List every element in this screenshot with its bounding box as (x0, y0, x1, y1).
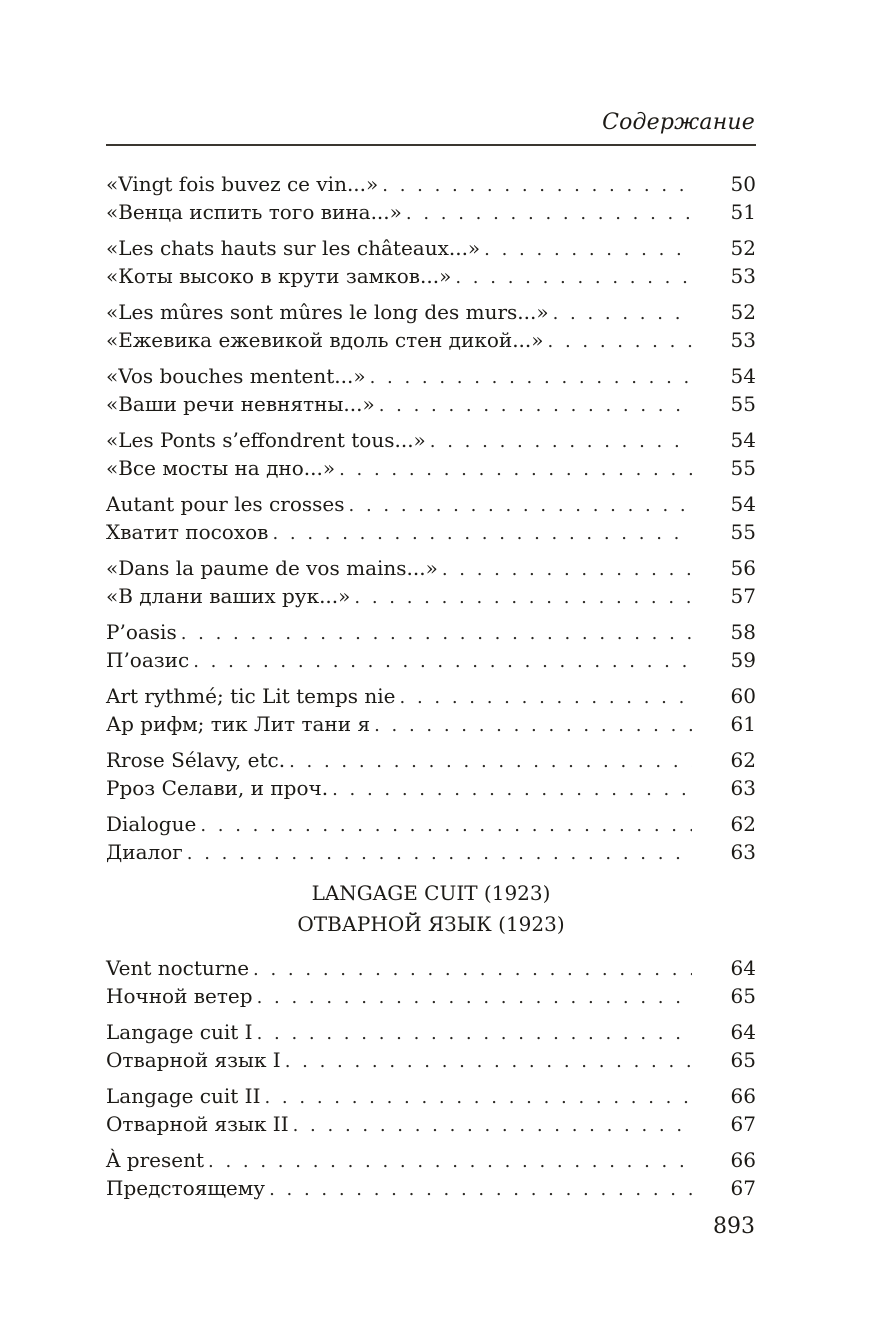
dot-leader (257, 984, 692, 1012)
toc-entry (106, 454, 756, 482)
toc-entry-pair (106, 954, 756, 1010)
toc-entry (106, 710, 756, 738)
toc-entry (106, 326, 756, 354)
toc-entry-page: 54 (730, 364, 756, 388)
dot-leader (354, 584, 692, 612)
toc-entry (106, 490, 756, 518)
toc-entry-title: Art rythmé; tic Lit temps nie (106, 684, 396, 708)
toc-entry (106, 362, 756, 390)
toc-entry-title: Отварной язык II (106, 1112, 289, 1136)
dot-leader (442, 556, 692, 584)
toc-entry-pair (106, 298, 756, 354)
toc-entry-page: 67 (730, 1176, 756, 1200)
dot-leader (332, 776, 692, 804)
toc-entry-title: Рроз Селави, и проч. (106, 776, 329, 800)
toc-entry-page: 51 (730, 200, 756, 224)
toc-entry-title: À present (106, 1148, 205, 1172)
toc-entry-page: 50 (730, 172, 756, 196)
page-number: 893 (713, 1214, 755, 1239)
dot-leader (181, 620, 692, 648)
toc-entry-title: Langage cuit II (106, 1084, 261, 1108)
toc-entry (106, 810, 756, 838)
dot-leader (285, 1048, 692, 1076)
toc-entry (106, 1046, 756, 1074)
toc-entry-pair (106, 618, 756, 674)
header-rule (106, 144, 756, 146)
section-title-ru: ОТВАРНОЙ ЯЗЫК (1923) (297, 912, 565, 936)
toc-entry-page: 53 (730, 328, 756, 352)
toc-entry-pair (106, 490, 756, 546)
dot-leader (269, 1176, 692, 1204)
toc-entry-title: Rrose Sélavy, etc. (106, 748, 286, 772)
toc-entry-pair (106, 362, 756, 418)
toc-entry-pair (106, 1082, 756, 1138)
toc-entry-pair (106, 1146, 756, 1202)
toc-entry (106, 682, 756, 710)
toc-entry-title: Vent nocturne (106, 956, 250, 980)
toc-entry (106, 198, 756, 226)
toc-entry-pair (106, 554, 756, 610)
toc-entry (106, 618, 756, 646)
toc-entry (106, 1174, 756, 1202)
dot-leader (400, 684, 692, 712)
toc-entry-title: Отварной язык I (106, 1048, 281, 1072)
dot-leader (264, 1084, 692, 1112)
toc-entry-title: «Les mûres sont mûres le long des murs...» (106, 300, 549, 324)
toc-entry-title: Хватит посохов (106, 520, 269, 544)
toc-entry-page: 52 (730, 236, 756, 260)
toc-entry-page: 55 (730, 456, 756, 480)
toc-entry-title: «Vingt fois buvez ce vin...» (106, 172, 379, 196)
dot-leader (257, 1020, 692, 1048)
running-head: Содержание (602, 110, 755, 135)
toc-entry-page: 64 (730, 956, 756, 980)
dot-leader (484, 236, 692, 264)
toc-entry-pair (106, 746, 756, 802)
toc-entry (106, 838, 756, 866)
toc-entry-page: 67 (730, 1112, 756, 1136)
dot-leader (553, 300, 692, 328)
toc-entry (106, 1110, 756, 1138)
toc-entry-page: 57 (730, 584, 756, 608)
toc-entry-page: 54 (730, 492, 756, 516)
toc-entry (106, 646, 756, 674)
toc-part-1 (106, 170, 756, 866)
toc-entry (106, 582, 756, 610)
toc-entry-page: 60 (730, 684, 756, 708)
toc-entry-page: 62 (730, 812, 756, 836)
toc-entry-page: 66 (730, 1148, 756, 1172)
dot-leader (455, 264, 692, 292)
dot-leader (187, 840, 692, 868)
toc-entry (106, 554, 756, 582)
toc-entry-title: Ночной ветер (106, 984, 253, 1008)
toc-entry-title: «В длани ваших рук...» (106, 584, 351, 608)
section-title-fr: LANGAGE CUIT (1923) (311, 881, 551, 905)
toc-entry-title: «Les chats hauts sur les châteaux...» (106, 236, 481, 260)
toc-entry (106, 954, 756, 982)
toc-entry-title: «Ежевика ежевикой вдоль стен дикой...» (106, 328, 544, 352)
toc-entry-pair (106, 810, 756, 866)
toc-entry-title: «Коты высоко в крути замков...» (106, 264, 452, 288)
dot-leader (208, 1148, 692, 1176)
toc-entry-page: 63 (730, 776, 756, 800)
dot-leader (382, 172, 692, 200)
dot-leader (193, 648, 692, 676)
toc-entry (106, 1018, 756, 1046)
toc-entry-title: «Все мосты на дно...» (106, 456, 336, 480)
toc-entry (106, 774, 756, 802)
dot-leader (272, 520, 692, 548)
toc-entry-page: 62 (730, 748, 756, 772)
toc-entry (106, 234, 756, 262)
toc-entry (106, 390, 756, 418)
toc-entry-page: 64 (730, 1020, 756, 1044)
toc-entry (106, 298, 756, 326)
dot-leader (349, 492, 693, 520)
toc-entry-title: «Dans la paume de vos mains...» (106, 556, 438, 580)
dot-leader (379, 392, 692, 420)
toc-entry-pair (106, 426, 756, 482)
dot-leader (200, 812, 692, 840)
dot-leader (370, 364, 692, 392)
toc-entry-page: 53 (730, 264, 756, 288)
toc-entry-page: 55 (730, 520, 756, 544)
toc-entry-page: 59 (730, 648, 756, 672)
toc-entry-title: P’oasis (106, 620, 177, 644)
toc-entry (106, 262, 756, 290)
toc-entry (106, 982, 756, 1010)
toc-entry-page: 52 (730, 300, 756, 324)
toc-entry-title: Ар рифм; тик Лит тани я (106, 712, 371, 736)
toc-entry (106, 426, 756, 454)
dot-leader (289, 748, 692, 776)
toc-entry-page: 65 (730, 984, 756, 1008)
toc-entry-title: Langage cuit I (106, 1020, 253, 1044)
toc-entry-page: 65 (730, 1048, 756, 1072)
dot-leader (548, 328, 692, 356)
toc-part-2 (106, 954, 756, 1202)
dot-leader (430, 428, 692, 456)
toc-entry-pair (106, 682, 756, 738)
table-of-contents (106, 170, 756, 1210)
toc-entry-title: Autant pour les crosses (106, 492, 345, 516)
toc-entry-pair (106, 170, 756, 226)
toc-entry (106, 746, 756, 774)
toc-entry-pair (106, 1018, 756, 1074)
toc-entry-title: Диалог (106, 840, 183, 864)
dot-leader (374, 712, 692, 740)
toc-entry-title: «Венца испить того вина...» (106, 200, 402, 224)
toc-entry-page: 63 (730, 840, 756, 864)
toc-entry (106, 518, 756, 546)
dot-leader (406, 200, 692, 228)
toc-entry-title: «Les Ponts s’effondrent tous...» (106, 428, 426, 452)
dot-leader (293, 1112, 692, 1140)
toc-entry-page: 56 (730, 556, 756, 580)
toc-entry-page: 55 (730, 392, 756, 416)
section-heading (106, 878, 756, 940)
dot-leader (339, 456, 692, 484)
toc-entry-title: П’оазис (106, 648, 190, 672)
toc-entry-title: «Ваши речи невнятны...» (106, 392, 375, 416)
toc-entry-title: Dialogue (106, 812, 197, 836)
toc-entry-page: 54 (730, 428, 756, 452)
toc-entry-page: 61 (730, 712, 756, 736)
toc-entry (106, 1082, 756, 1110)
toc-entry (106, 170, 756, 198)
toc-entry-title: «Vos bouches mentent...» (106, 364, 366, 388)
toc-entry-title: Предстоящему (106, 1176, 266, 1200)
toc-entry (106, 1146, 756, 1174)
dot-leader (253, 956, 692, 984)
toc-entry-page: 66 (730, 1084, 756, 1108)
toc-entry-page: 58 (730, 620, 756, 644)
toc-entry-pair (106, 234, 756, 290)
